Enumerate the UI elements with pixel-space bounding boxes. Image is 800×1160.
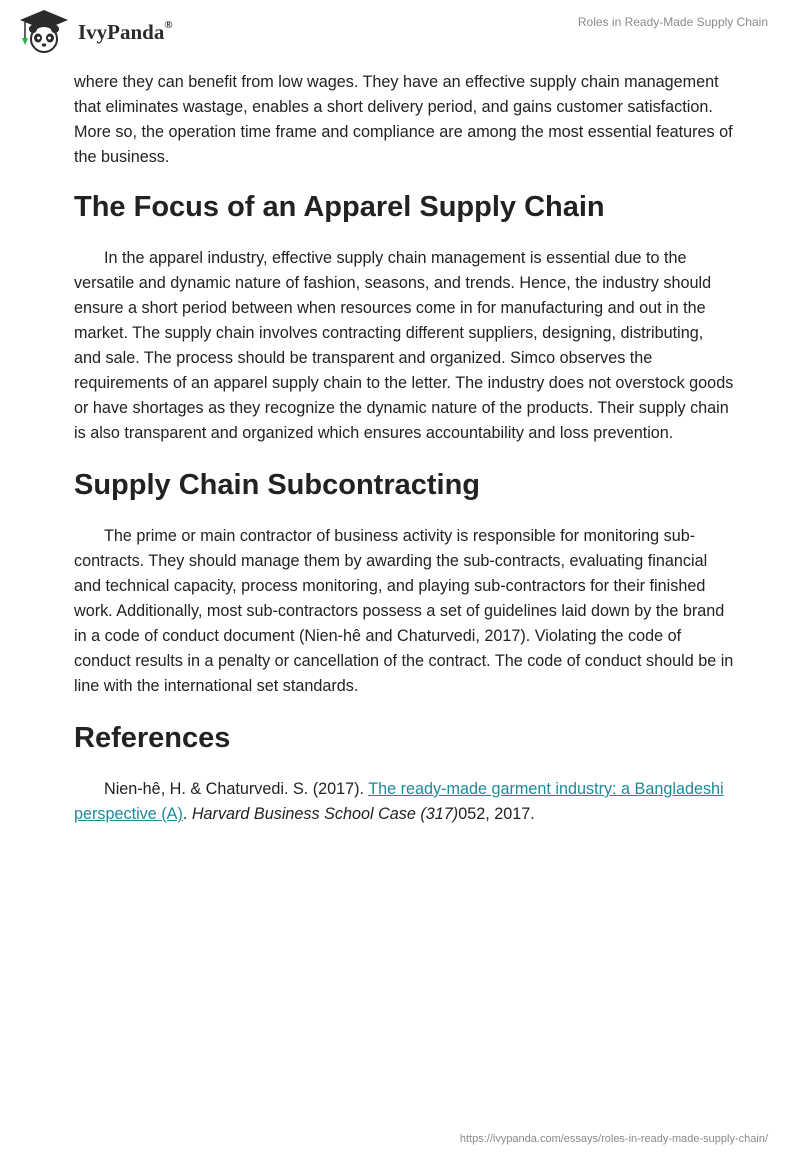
section-heading-apparel-focus: The Focus of an Apparel Supply Chain — [74, 191, 605, 223]
panda-graduate-icon — [14, 8, 74, 54]
intro-paragraph: where they can benefit from low wages. They have an effective supply chain management that eliminates wastage, enables a short delivery period, and gains customer satisfaction. More so, the operation time frame and compliance are among the most essential features of the business. — [74, 73, 733, 166]
reference-entry — [74, 777, 734, 827]
reference-authors: Nien-hê, H. & Chaturvedi. S. (2017). — [104, 780, 369, 798]
section-heading-subcontracting: Supply Chain Subcontracting — [74, 469, 481, 501]
reference-source: Harvard Business School Case (317) — [191, 805, 459, 823]
reference-title-link[interactable]: The ready-made garment industry: a Bangladeshi perspective (A) — [74, 780, 724, 823]
references-heading: References — [74, 722, 231, 754]
footer-url-link[interactable]: https://ivypanda.com/essays/roles-in-ready-made-supply-chain/ — [459, 1133, 768, 1145]
essay-content — [74, 70, 734, 827]
logo[interactable] — [14, 8, 173, 54]
page-header — [0, 0, 800, 64]
reference-separator: . — [182, 805, 192, 823]
section-paragraph-subcontracting: The prime or main contractor of business activity is responsible for monitoring sub-contracts. They should manage them by awarding the sub-contracts, evaluating financial and technical capacity, process monitoring, and playing sub-contractors for their finished work. Additionally, most sub-contractors possess a set of guidelines laid down by the brand in a code of conduct document (Nien-hê and Chaturvedi, 2017). Violating the code of conduct results in a penalty or cancellation of the contract. The code of conduct should be in line with the international set standards. — [74, 527, 734, 695]
brand-name: IvyPanda® — [78, 18, 173, 44]
section-paragraph-apparel-focus: In the apparel industry, effective supply chain management is essential due to the versatile and dynamic nature of fashion, seasons, and trends. Hence, the industry should ensure a short period between when resources come in for manufacturing and out in the market. The supply chain involves contracting different suppliers, designing, distributing, and sale. The process should be transparent and organized. Simco observes the requirements of an apparel supply chain to the letter. The industry does not overstock goods or have shortages as they recognize the dynamic nature of the products. Their supply chain is also transparent and organized which ensures accountability and loss prevention. — [74, 249, 734, 442]
document-title: Roles in Ready-Made Supply Chain — [577, 15, 768, 29]
reference-tail: 052, 2017. — [458, 805, 535, 823]
